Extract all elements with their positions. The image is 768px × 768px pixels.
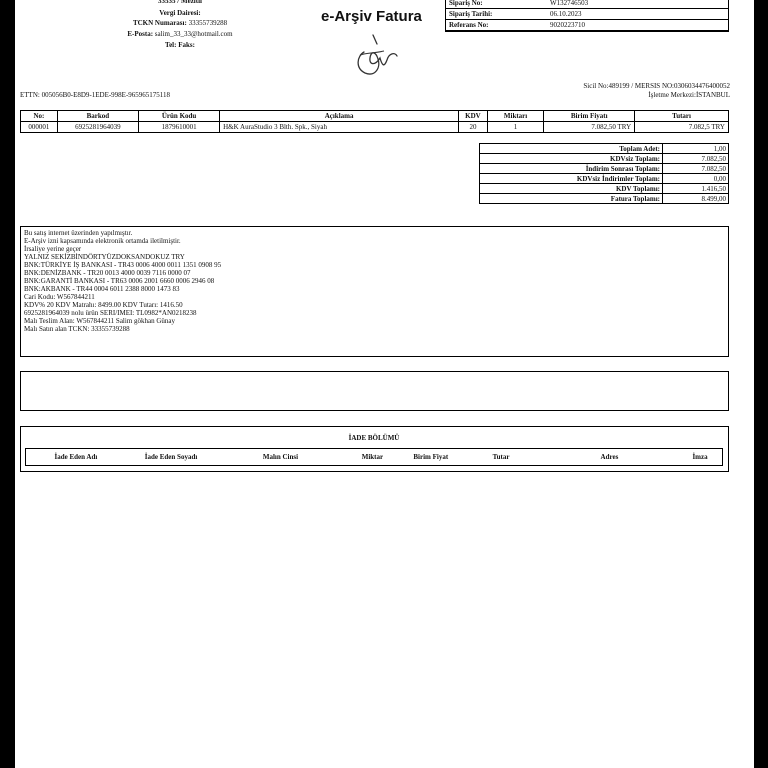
item-description: H&K AuraStudio 3 Blth. Spk., Siyah (220, 122, 459, 133)
totals-label: KDVsiz Toplam: (480, 154, 663, 164)
return-header: İade Eden Soyadı (144, 453, 198, 461)
item-quantity: 1 (487, 122, 543, 133)
ref-no-value: 9020223710 (547, 20, 728, 31)
return-header: Tutar (492, 453, 510, 461)
document-title: e-Arşiv Fatura (321, 8, 422, 25)
return-header: İmza (692, 453, 708, 461)
notes-box (20, 226, 729, 357)
totals-label: İndirim Sonrası Toplam: (480, 164, 663, 174)
totals-label: KDVsiz İndirimler Toplam: (480, 174, 663, 184)
items-header: Ürün Kodu (139, 111, 220, 122)
items-header: Tutarı (635, 111, 729, 122)
note-line: Bu satış internet üzerinden yapılmıştır. (24, 229, 133, 237)
table-row (21, 122, 729, 133)
items-table (20, 110, 729, 133)
totals-label: Fatura Toplamı: (480, 194, 663, 204)
totals-row (480, 194, 729, 204)
note-line: KDV% 20 KDV Matrahı: 8499.00 KDV Tutarı: 1416.50 (24, 301, 183, 309)
order-date-label: Sipariş Tarihi: (446, 9, 547, 20)
item-code: 1879610001 (139, 122, 220, 133)
return-section-title: İADE BÖLÜMÜ (348, 434, 400, 442)
order-no-value: W132746503 (547, 0, 728, 9)
return-table (25, 448, 723, 466)
tckn-label: TCKN Numarası: (132, 19, 187, 27)
note-line: BNK:TÜRKİYE İŞ BANKASI - TR43 0006 4000 0011 1351 0908 95 (24, 261, 222, 269)
tax-office-label: Vergi Dairesi: (159, 9, 201, 17)
items-header: Açıklama (220, 111, 459, 122)
note-line: YALNIZ SEKİZBİNDÖRTYÜZDOKSANDOKUZ TRY (24, 253, 185, 261)
return-header-row (26, 449, 723, 466)
email-label: E-Posta: (127, 30, 154, 38)
items-header: Barkod (57, 111, 138, 122)
note-line: BNK:GARANTİ BANKASI - TR63 0006 2001 6660 0006 2946 08 (24, 277, 215, 285)
totals-row (480, 144, 729, 154)
totals-table (479, 143, 729, 204)
totals-row (480, 164, 729, 174)
return-header: Adres (600, 453, 619, 461)
order-no-label: Sipariş No: (446, 0, 547, 9)
items-header: Birim Fiyatı (544, 111, 635, 122)
signature-icon (351, 32, 401, 78)
item-total: 7.082,5 TRY (635, 122, 729, 133)
items-header: KDV (459, 111, 488, 122)
empty-box (20, 371, 729, 411)
totals-value: 0,00 (663, 174, 729, 184)
totals-row (480, 174, 729, 184)
email-value: salim_33_33@hotmail.com (154, 30, 233, 38)
totals-row (480, 154, 729, 164)
items-header: Miktarı (487, 111, 543, 122)
note-line: İrsaliye yerine geçer (24, 245, 82, 253)
totals-value: 7.082,50 (663, 154, 729, 164)
totals-value: 8.499,00 (663, 194, 729, 204)
note-line: BNK:AKBANK - TR44 0004 6011 2388 8000 1473 83 (24, 285, 180, 293)
note-line: Malı Satın alan TCKN: 33355739288 (24, 325, 130, 333)
tckn-line (85, 19, 275, 27)
business-center: İşletme Merkezi:İSTANBUL (648, 91, 730, 99)
items-header-row (21, 111, 729, 122)
totals-value: 1,00 (663, 144, 729, 154)
item-vat: 20 (459, 122, 488, 133)
return-header: Birim Fiyat (413, 453, 449, 461)
note-line: Malı Teslim Alan: W567844211 Salim gökhan Günay (24, 317, 176, 325)
order-info-box (445, 0, 729, 32)
tckn-value: 33355739288 (188, 19, 228, 27)
totals-value: 1.416,50 (663, 184, 729, 194)
seller-address: 33535 / Mezitli (158, 0, 202, 5)
ettn: ETTN: 005056B0-E8D9-1EDE-998E-965965175118 (20, 91, 171, 99)
note-line: Cari Kodu: W567844211 (24, 293, 95, 301)
totals-value: 7.082,50 (663, 164, 729, 174)
note-line: BNK:DENİZBANK - TR20 0013 4000 0039 7116 0000 07 (24, 269, 191, 277)
return-header: Miktar (361, 453, 384, 461)
item-unit-price: 7.082,50 TRY (544, 122, 635, 133)
note-line: E-Arşiv izni kapsamında elektronik ortamda iletilmiştir. (24, 237, 181, 245)
note-line: 6925281964039 nolu ürün SERI/IMEI: TL0982*AN0218238 (24, 309, 197, 317)
order-date-value: 06.10.2023 (547, 9, 728, 20)
totals-label: Toplam Adet: (480, 144, 663, 154)
items-header: No: (21, 111, 58, 122)
invoice-page (15, 0, 754, 768)
totals-label: KDV Toplamı: (480, 184, 663, 194)
phone-fax-line: Tel: Faks: (165, 41, 195, 49)
return-header: İade Eden Adı (54, 453, 98, 461)
totals-row (480, 184, 729, 194)
item-no: 000001 (21, 122, 58, 133)
ref-no-label: Referans No: (446, 20, 547, 31)
item-barcode: 6925281964039 (57, 122, 138, 133)
return-section (20, 426, 729, 472)
email-line (85, 30, 275, 38)
return-header: Malın Cinsi (262, 453, 299, 461)
registry-line: Sicil No:489199 / MERSIS NO:0306034476400052 (583, 82, 730, 90)
